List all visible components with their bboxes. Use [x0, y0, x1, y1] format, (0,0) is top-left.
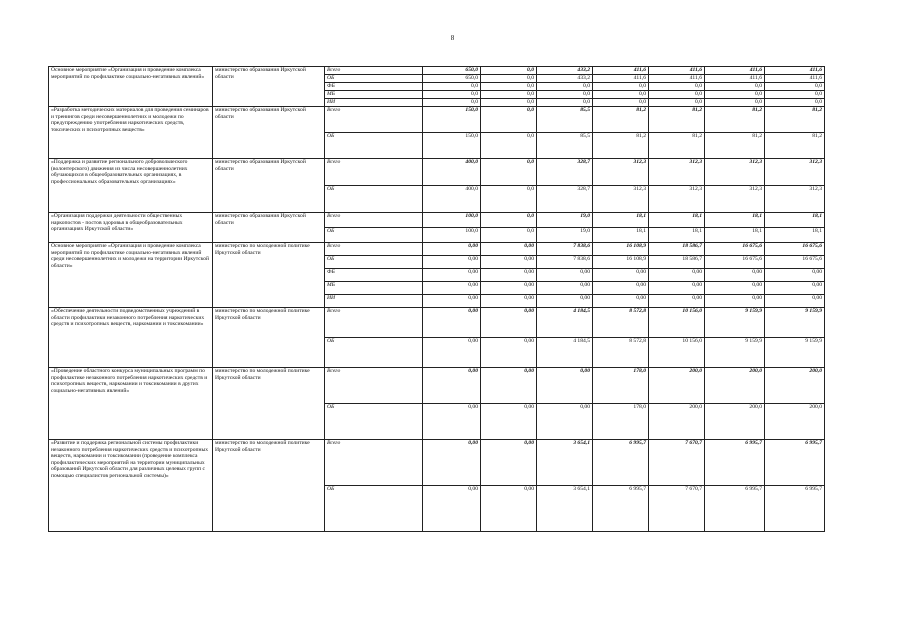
- amount-cell: 0,0: [593, 91, 649, 99]
- amount-cell: 0,00: [423, 404, 481, 440]
- amount-cell: 10 156,0: [649, 338, 705, 368]
- amount-cell: 328,7: [537, 186, 593, 213]
- amount-cell: 18,1: [765, 213, 825, 228]
- amount-cell: 16 675,6: [705, 243, 765, 256]
- table-row: [49, 440, 825, 486]
- amount-cell: 16 108,9: [593, 243, 649, 256]
- amount-cell: 0,0: [423, 91, 481, 99]
- amount-cell: 411,6: [649, 67, 705, 75]
- amount-cell: 4 184,5: [537, 338, 593, 368]
- amount-cell: 0,00: [481, 295, 537, 308]
- amount-cell: 16 108,9: [593, 256, 649, 269]
- amount-cell: 411,6: [765, 67, 825, 75]
- amount-cell: 3 654,1: [537, 486, 593, 532]
- amount-cell: 8 572,8: [593, 338, 649, 368]
- funding-source-cell: ОБ: [325, 486, 423, 532]
- amount-cell: 411,6: [705, 67, 765, 75]
- funding-source-cell: ОБ: [325, 75, 423, 83]
- amount-cell: 0,00: [537, 368, 593, 404]
- amount-cell: 81,2: [765, 133, 825, 159]
- amount-cell: 312,3: [765, 159, 825, 186]
- amount-cell: 100,0: [423, 213, 481, 228]
- amount-cell: 0,00: [423, 338, 481, 368]
- amount-cell: 9 159,9: [705, 308, 765, 338]
- amount-cell: 200,0: [649, 404, 705, 440]
- page-number: 8: [450, 34, 455, 42]
- amount-cell: 7 670,7: [649, 486, 705, 532]
- amount-cell: 0,00: [765, 295, 825, 308]
- amount-cell: 8 572,8: [593, 308, 649, 338]
- funding-source-cell: Всего: [325, 308, 423, 338]
- amount-cell: 400,0: [423, 159, 481, 186]
- amount-cell: 9 159,9: [705, 338, 765, 368]
- amount-cell: 312,3: [765, 186, 825, 213]
- amount-cell: 312,3: [705, 159, 765, 186]
- table-row: [49, 159, 825, 186]
- amount-cell: 0,0: [481, 107, 537, 133]
- amount-cell: 433,2: [537, 67, 593, 75]
- amount-cell: 16 675,6: [765, 243, 825, 256]
- amount-cell: 411,6: [765, 75, 825, 83]
- amount-cell: 0,00: [481, 440, 537, 486]
- table-row: [49, 243, 825, 256]
- amount-cell: 85,5: [537, 107, 593, 133]
- amount-cell: 0,00: [423, 256, 481, 269]
- amount-cell: 81,2: [765, 107, 825, 133]
- funding-source-cell: МБ: [325, 282, 423, 295]
- amount-cell: 0,0: [481, 213, 537, 228]
- funding-source-cell: Всего: [325, 107, 423, 133]
- amount-cell: 0,00: [481, 256, 537, 269]
- amount-cell: 6 995,7: [705, 486, 765, 532]
- amount-cell: 0,00: [537, 269, 593, 282]
- funding-source-cell: ОБ: [325, 404, 423, 440]
- amount-cell: 200,0: [649, 368, 705, 404]
- amount-cell: 328,7: [537, 159, 593, 186]
- amount-cell: 411,6: [593, 67, 649, 75]
- amount-cell: 3 654,1: [537, 440, 593, 486]
- amount-cell: 0,00: [705, 295, 765, 308]
- measure-description: «Организация поддержки деятельности общественных наркопостов - постов здоровья в общеобразовательных организациях Иркутской области»: [49, 213, 213, 243]
- amount-cell: 433,2: [537, 75, 593, 83]
- amount-cell: 10 156,0: [649, 308, 705, 338]
- executor-cell: министерство по молодежной политике Иркутской области: [213, 368, 325, 440]
- amount-cell: 7 838,6: [537, 256, 593, 269]
- amount-cell: 0,0: [481, 133, 537, 159]
- amount-cell: 100,0: [423, 228, 481, 243]
- measure-description: Основное мероприятие «Организация и проведение комплекса мероприятий по профилактике социально-негативных явлений»: [49, 67, 213, 107]
- measure-description: Основное мероприятие «Организация и проведение комплекса мероприятий по профилактике социально-негативных явлений среди несовершеннолетних и молодежи на территории Иркутской области»: [49, 243, 213, 308]
- amount-cell: 6 995,7: [593, 440, 649, 486]
- amount-cell: 0,0: [649, 91, 705, 99]
- amount-cell: 0,00: [423, 486, 481, 532]
- measure-description: «Обеспечение деятельности подведомственных учреждений в области профилактики незаконного потребления наркотических средств и психотропных веществ, наркомании и токсикомании»: [49, 308, 213, 368]
- amount-cell: 0,0: [705, 83, 765, 91]
- amount-cell: 0,0: [705, 99, 765, 107]
- amount-cell: 0,0: [481, 67, 537, 75]
- amount-cell: 81,2: [649, 107, 705, 133]
- amount-cell: 16 675,6: [765, 256, 825, 269]
- amount-cell: 81,2: [593, 107, 649, 133]
- amount-cell: 312,3: [649, 159, 705, 186]
- amount-cell: 200,0: [705, 368, 765, 404]
- amount-cell: 0,0: [481, 83, 537, 91]
- funding-source-cell: ОБ: [325, 228, 423, 243]
- executor-cell: министерство образования Иркутской области: [213, 213, 325, 243]
- amount-cell: 81,2: [593, 133, 649, 159]
- amount-cell: 312,3: [593, 186, 649, 213]
- measure-description: «Поддержка и развитие регионального добровольческого (волонтерского) движения из числа несовершеннолетних обучающихся в общеобразовательных организациях, в профессиональных образовательных организациях»: [49, 159, 213, 213]
- amount-cell: 0,00: [481, 269, 537, 282]
- amount-cell: 0,00: [423, 368, 481, 404]
- funding-table: [48, 66, 825, 532]
- funding-source-cell: ИИ: [325, 99, 423, 107]
- amount-cell: 0,00: [593, 282, 649, 295]
- amount-cell: 0,0: [705, 91, 765, 99]
- amount-cell: 312,3: [593, 159, 649, 186]
- amount-cell: 150,0: [423, 107, 481, 133]
- funding-source-cell: ФБ: [325, 83, 423, 91]
- amount-cell: 0,0: [481, 91, 537, 99]
- amount-cell: 18,1: [593, 213, 649, 228]
- amount-cell: 0,00: [481, 338, 537, 368]
- amount-cell: 650,0: [423, 67, 481, 75]
- amount-cell: 0,00: [649, 282, 705, 295]
- executor-cell: министерство по молодежной политике Иркутской области: [213, 308, 325, 368]
- measure-description: «Развитие и поддержка региональной системы профилактики незаконного потребления наркотических средств и психотропных веществ, наркомании и токсикомании (проведение комплекса профилактических мероприятий на территории муниципальных образований Иркутской области для различных целевых групп с помощью специалистов региональной системы)»: [49, 440, 213, 532]
- amount-cell: 0,00: [481, 308, 537, 338]
- amount-cell: 0,0: [649, 99, 705, 107]
- funding-source-cell: Всего: [325, 213, 423, 228]
- amount-cell: 18 586,7: [649, 256, 705, 269]
- amount-cell: 0,0: [481, 75, 537, 83]
- funding-source-cell: ОБ: [325, 133, 423, 159]
- funding-source-cell: ФБ: [325, 269, 423, 282]
- measure-description: «Разработка методических материалов для проведения семинаров и тренингов среди несовершеннолетних и молодежи по предупреждению употребления наркотических средств, токсических и психотропных веществ»: [49, 107, 213, 159]
- amount-cell: 0,00: [423, 295, 481, 308]
- amount-cell: 0,00: [423, 440, 481, 486]
- amount-cell: 0,0: [765, 91, 825, 99]
- amount-cell: 178,0: [593, 404, 649, 440]
- amount-cell: 0,00: [765, 269, 825, 282]
- amount-cell: 0,0: [423, 83, 481, 91]
- amount-cell: 0,00: [593, 269, 649, 282]
- amount-cell: 0,00: [649, 269, 705, 282]
- amount-cell: 0,00: [481, 404, 537, 440]
- amount-cell: 18,1: [593, 228, 649, 243]
- amount-cell: 411,6: [705, 75, 765, 83]
- funding-source-cell: ОБ: [325, 186, 423, 213]
- table-row: [49, 308, 825, 338]
- amount-cell: 0,0: [537, 99, 593, 107]
- amount-cell: 6 995,7: [765, 440, 825, 486]
- amount-cell: 411,6: [649, 75, 705, 83]
- amount-cell: 0,00: [705, 282, 765, 295]
- amount-cell: 200,0: [705, 404, 765, 440]
- amount-cell: 0,0: [481, 159, 537, 186]
- amount-cell: 200,0: [765, 368, 825, 404]
- amount-cell: 0,0: [537, 91, 593, 99]
- amount-cell: 18,1: [705, 228, 765, 243]
- table-row: [49, 368, 825, 404]
- amount-cell: 85,5: [537, 133, 593, 159]
- amount-cell: 400,0: [423, 186, 481, 213]
- amount-cell: 0,0: [593, 99, 649, 107]
- amount-cell: 0,00: [593, 295, 649, 308]
- amount-cell: 19,0: [537, 228, 593, 243]
- executor-cell: министерство образования Иркутской области: [213, 67, 325, 107]
- amount-cell: 0,0: [593, 83, 649, 91]
- amount-cell: 0,00: [537, 282, 593, 295]
- amount-cell: 0,00: [649, 295, 705, 308]
- amount-cell: 0,00: [537, 404, 593, 440]
- funding-source-cell: Всего: [325, 67, 423, 75]
- amount-cell: 312,3: [649, 186, 705, 213]
- amount-cell: 0,0: [481, 186, 537, 213]
- amount-cell: 0,0: [423, 99, 481, 107]
- table-row: [49, 213, 825, 228]
- executor-cell: министерство образования Иркутской области: [213, 107, 325, 159]
- amount-cell: 0,00: [705, 269, 765, 282]
- funding-source-cell: ОБ: [325, 338, 423, 368]
- funding-source-cell: ОБ: [325, 256, 423, 269]
- amount-cell: 18,1: [765, 228, 825, 243]
- funding-source-cell: Всего: [325, 243, 423, 256]
- amount-cell: 0,0: [481, 99, 537, 107]
- amount-cell: 7 670,7: [649, 440, 705, 486]
- amount-cell: 650,0: [423, 75, 481, 83]
- amount-cell: 18,1: [705, 213, 765, 228]
- amount-cell: 200,0: [765, 404, 825, 440]
- amount-cell: 0,0: [765, 99, 825, 107]
- executor-cell: министерство по молодежной политике Иркутской области: [213, 243, 325, 308]
- amount-cell: 0,00: [765, 282, 825, 295]
- amount-cell: 18 586,7: [649, 243, 705, 256]
- amount-cell: 6 995,7: [705, 440, 765, 486]
- amount-cell: 0,00: [481, 486, 537, 532]
- table-row: [49, 107, 825, 133]
- amount-cell: 18,1: [649, 213, 705, 228]
- table-row: [49, 67, 825, 75]
- measure-description: «Проведение областного конкурса муниципальных программ по профилактике незаконного потребления наркотических средств и психотропных веществ, наркомании и токсикомании в других социально-негативных явлений»: [49, 368, 213, 440]
- amount-cell: 9 159,9: [765, 308, 825, 338]
- amount-cell: 0,0: [649, 83, 705, 91]
- executor-cell: министерство по молодежной политике Иркутской области: [213, 440, 325, 532]
- funding-source-cell: МБ: [325, 91, 423, 99]
- amount-cell: 81,2: [705, 107, 765, 133]
- amount-cell: 411,6: [593, 75, 649, 83]
- amount-cell: 9 159,9: [765, 338, 825, 368]
- amount-cell: 6 995,7: [593, 486, 649, 532]
- amount-cell: 0,00: [481, 368, 537, 404]
- funding-source-cell: Всего: [325, 440, 423, 486]
- funding-source-cell: ИИ: [325, 295, 423, 308]
- amount-cell: 0,00: [481, 282, 537, 295]
- amount-cell: 0,0: [537, 83, 593, 91]
- amount-cell: 0,00: [481, 243, 537, 256]
- amount-cell: 81,2: [649, 133, 705, 159]
- amount-cell: 312,3: [705, 186, 765, 213]
- amount-cell: 0,0: [765, 83, 825, 91]
- amount-cell: 18,1: [649, 228, 705, 243]
- amount-cell: 4 184,5: [537, 308, 593, 338]
- amount-cell: 81,2: [705, 133, 765, 159]
- amount-cell: 0,00: [423, 269, 481, 282]
- amount-cell: 0,00: [423, 243, 481, 256]
- amount-cell: 7 838,6: [537, 243, 593, 256]
- amount-cell: 150,0: [423, 133, 481, 159]
- amount-cell: 178,0: [593, 368, 649, 404]
- amount-cell: 0,00: [423, 282, 481, 295]
- executor-cell: министерство образования Иркутской области: [213, 159, 325, 213]
- amount-cell: 0,00: [423, 308, 481, 338]
- amount-cell: 6 995,7: [765, 486, 825, 532]
- funding-source-cell: Всего: [325, 368, 423, 404]
- amount-cell: 0,00: [537, 295, 593, 308]
- amount-cell: 0,0: [481, 228, 537, 243]
- amount-cell: 19,0: [537, 213, 593, 228]
- amount-cell: 16 675,6: [705, 256, 765, 269]
- funding-source-cell: Всего: [325, 159, 423, 186]
